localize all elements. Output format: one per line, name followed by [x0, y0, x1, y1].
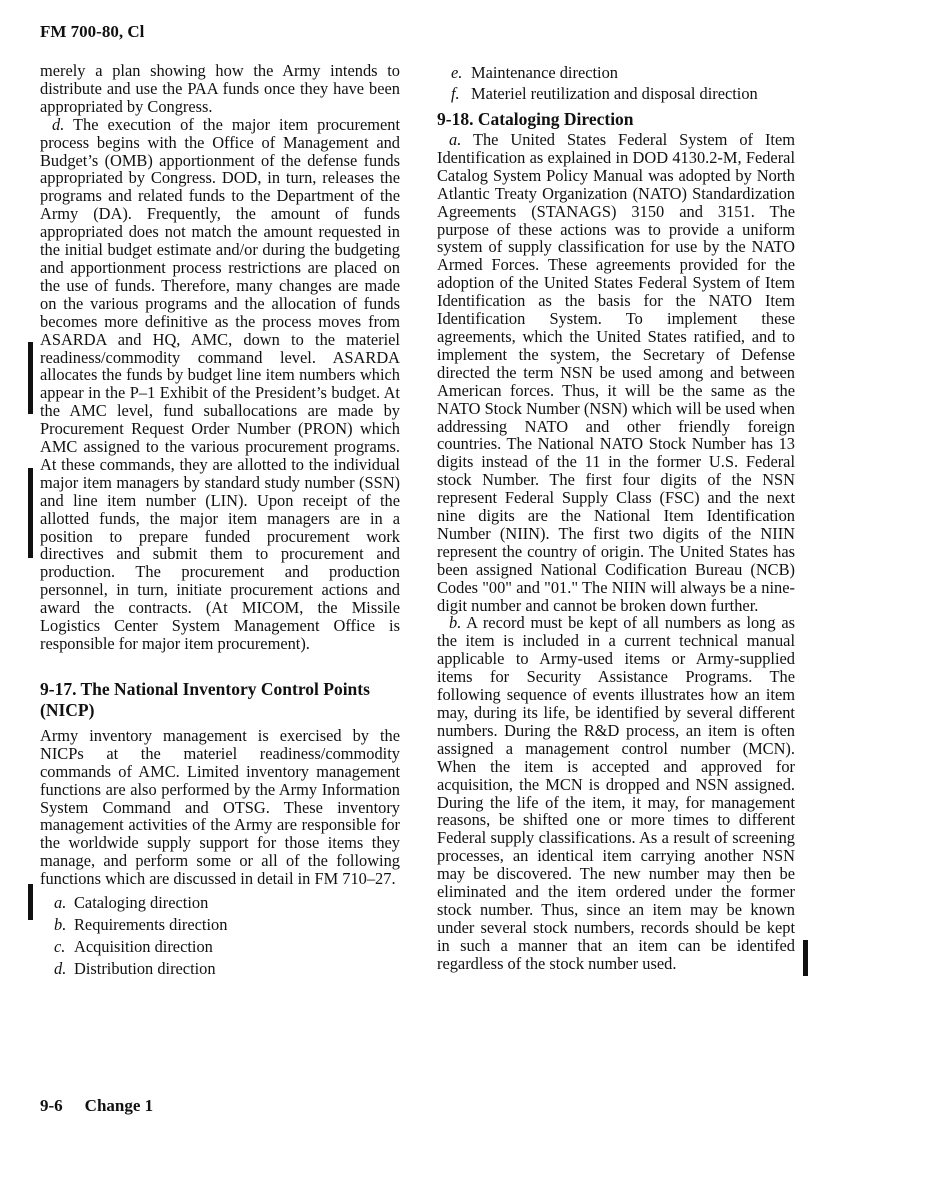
change-label: Change 1 — [84, 1096, 154, 1115]
right-column — [437, 62, 795, 973]
section-heading-9-18: 9-18. Cataloging Direction — [437, 109, 634, 129]
change-bar — [28, 342, 33, 414]
running-head: FM 700-80, Cl — [40, 22, 145, 41]
page-number: 9-6 — [40, 1096, 63, 1115]
list-item: c. Acquisition direction — [54, 937, 213, 957]
paragraph-b — [437, 614, 795, 972]
list-item: e. Maintenance direction — [451, 63, 618, 82]
paragraph-text: The execution of the major item procurement process begins with the Office of Management and Budget’s (OMB) apportionment of the defense funds appropriated by Congress. DOD, in turn, releases the programs and related funds to the Department of the Army (DA). Frequently, the amount of funds appropriated does not match the amount requested in the initial budget estimate and/or during the budgeting and apportionment process restrictions are placed on the use of funds. Therefore, many changes are made on the various programs and the allocation of funds becomes more definitive as the process moves from ASARDA and HQ, AMC, down to the materiel readiness/commodity command level. ASARDA allocates the funds by budget line item numbers which appear in the P–1 Exhibit of the President’s budget. At the AMC level, fund suballocations are made by Procurement Request Order Number (PRON) which AMC assigned to the various procurement programs. At these commands, they are allotted to the individual major item managers by standard study number (SSN) and line item number (LIN). Upon receipt of the allotted funds, the major item managers are in a position to prepare funded procurement work directives and submit them to procurement and production. The procurement and production personnel, in turn, initiate procurement actions and award the contracts. (At MICOM, the Missile Logistics Center System Management Office is responsible for major item procurement). — [40, 114, 400, 653]
page-footer — [40, 1096, 175, 1116]
paragraph-continued: merely a plan showing how the Army intends to distribute and use the PAA funds once they have been appropriated by Congress. — [40, 61, 400, 116]
list-item: b. Requirements direction — [54, 915, 228, 935]
list-item: d. Distribution direction — [54, 959, 216, 979]
change-bar — [28, 884, 33, 920]
change-bar — [28, 468, 33, 558]
left-column — [40, 62, 400, 980]
section-heading-9-17: 9-17. The National Inventory Control Points (NICP) — [40, 678, 370, 720]
paragraph-letter: d. — [52, 114, 65, 134]
paragraph-a — [437, 131, 795, 614]
functions-list — [40, 892, 400, 980]
paragraph-text: The United States Federal System of Item Identification as explained in DOD 4130.2-M, Federal Catalog System Policy Manual was adopted by North Atlantic Treaty Organization (NATO) Standardization Agreements (STANAGS) 3150 and 3151. The purpose of these actions was to provide a uniform system of supply classification for use by the NATO Armed Forces. These agreements provided for the adoption of the United States Federal System of Item Identification as the basis for the NATO Item Identification System. To implement these agreements, which the United States ratified, and to implement the system, the Secretary of Defense directed the term NSN be used among and between American forces. Thus, it will be the same as the NATO Stock Number (NSN) which will be used when addressing NATO and other friendly foreign countries. The National NATO Stock Number has 13 digits instead of the 11 in the former U.S. Federal stock Number. The first four digits of the NSN represent Federal Supply Class (FSC) and the next nine digits are the National Item Identification Number (NIIN). The first two digits of the NIIN represent the country of origin. The United States has been assigned National Codification Bureau (NCB) Codes "00" and "01." The NIIN will always be a nine-digit number and cannot be broken down further. — [437, 130, 795, 615]
paragraph-letter: b. — [449, 613, 462, 633]
section-paragraph: Army inventory management is exercised by the NICPs at the materiel readiness/commodity commands of AMC. Limited inventory management functions are also performed by the Army Information System Command and OTSG. These inventory management activities of the Army are responsible for the worldwide supply support for those items they manage, and perform some or all of the following functions which are discussed in detail in FM 710–27. — [40, 725, 400, 889]
paragraph-d — [40, 116, 400, 653]
functions-list-continued — [437, 62, 795, 104]
change-bar — [803, 940, 808, 976]
paragraph-letter: a. — [449, 130, 462, 149]
list-item: a. Cataloging direction — [54, 893, 209, 913]
paragraph-text: A record must be kept of all numbers as long as the item is included in a current technical manual applicable to Army-used items or Army-supplied items for Security Assistance Programs. The following sequence of events illustrates how an item may, during its life, be identified by several different numbers. During the R&D process, an item is often assigned a management control number (MCN). When the item is accepted and approved for acquisition, the MCN is dropped and NSN assigned. During the life of the item, it may, for management reasons, be shifted one or more times to different Federal supply classifications. As a result of screening processes, an identical item carrying another NSN may be discovered. The new number may then be eliminated and the item ordered under the former stock number. Thus, since an item may be known under several stock numbers, records should be kept in such a manner that an item can be identifed regardless of the stock number used. — [437, 613, 795, 973]
list-item: f. Materiel reutilization and disposal direction — [451, 84, 758, 103]
